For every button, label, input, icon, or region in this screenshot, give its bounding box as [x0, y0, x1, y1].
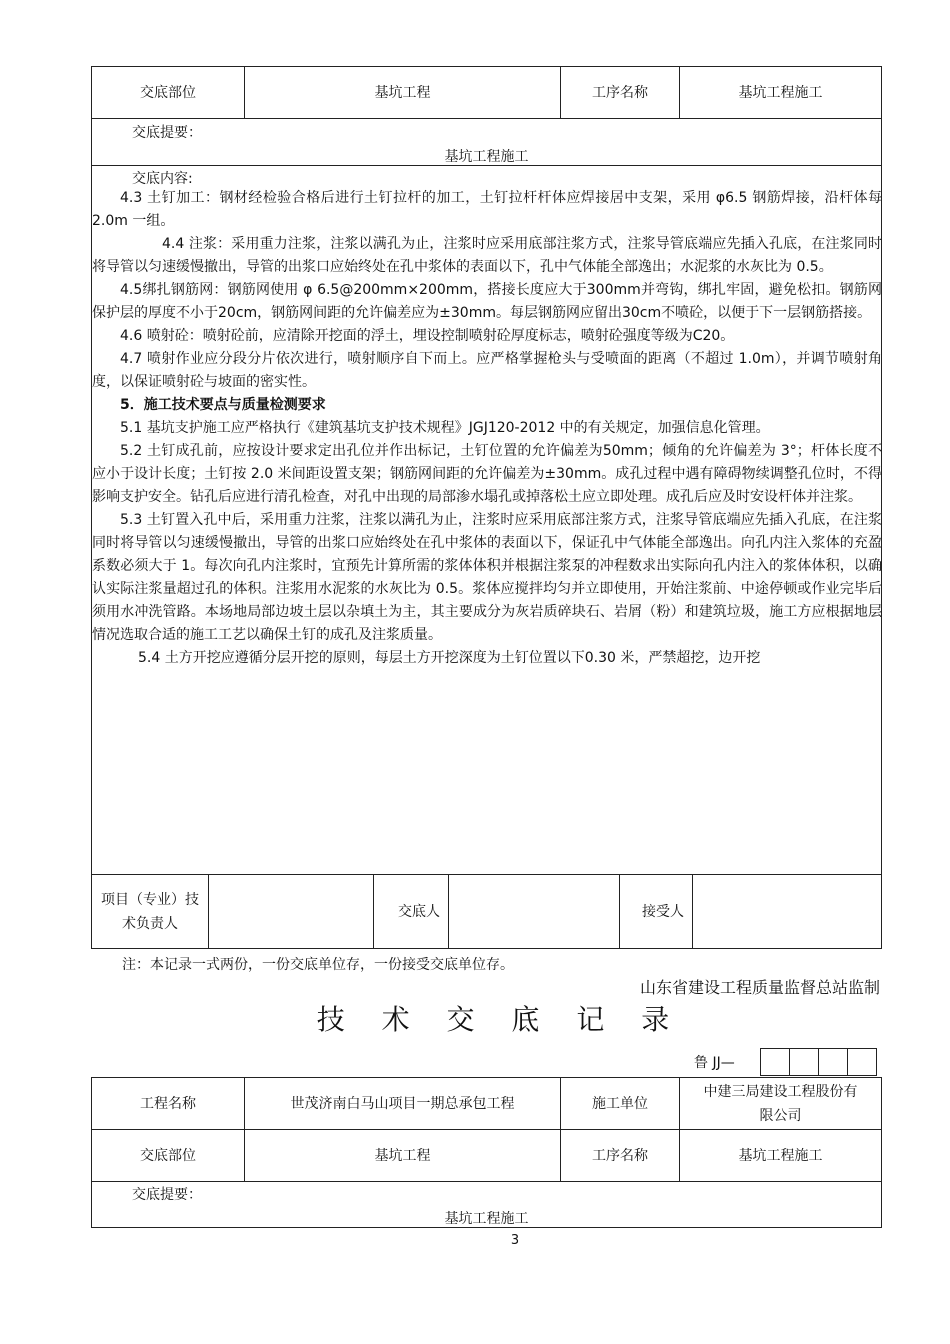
page-number: 3: [510, 1233, 520, 1248]
code-box: [761, 1049, 790, 1076]
content-paragraph: 4.6 喷射砼：喷射砼前，应清除开挖面的浮土，埋设控制喷射砼厚度标志，喷射砼强度等级为C20。: [120, 328, 735, 344]
record-title: 技 术 交 底 记 录: [316, 1003, 684, 1036]
content-paragraph: 5.1 基坑支护施工应严格执行《建筑基坑支护技术规程》JGJ120-2012 中的有关规定，加强信息化管理。: [120, 420, 770, 436]
code-box: [848, 1049, 877, 1076]
unit-label: 施工单位: [561, 1078, 680, 1130]
project-label: 工程名称: [92, 1078, 245, 1130]
content-paragraph: 4.4 注浆：采用重力注浆，注浆以满孔为止，注浆时应采用底部注浆方式，注浆导管底端应先插入孔底，在注浆同时将导管以匀速缓慢撤出，导管的出浆口应始终处在孔中浆体的表面以下，孔中气体能全部逸出；水泥浆的水灰比为 0.5。: [92, 236, 882, 275]
discloser-sign: [449, 875, 620, 949]
process-value: 基坑工程施工: [680, 67, 882, 119]
content-paragraph: 5.4 土方开挖应遵循分层开挖的原则，每层土方开挖深度为土钉位置以下0.30 米，严禁超挖，边开挖: [138, 650, 761, 666]
content-paragraph: 4.3 土钉加工：钢材经检验合格后进行土钉拉杆的加工，土钉拉杆杆体应焊接居中支架，采用 φ6.5 钢筋焊接，沿杆体每 2.0m 一组。: [92, 190, 882, 229]
content-paragraph: 5.3 土钉置入孔中后，采用重力注浆，注浆以满孔为止，注浆时应采用底部注浆方式，注浆导管底端应先插入孔底，在注浆同时将导管以匀速缓慢撤出，导管的出浆口应始终处在孔中浆体的表面以下，保证孔中气体能全部逸出。向孔内注入浆体的充盈系数必须大于 1。每次向孔内注浆时，宜预先计算所需的浆体体积并根据注浆泵的冲程数求出实际向孔内注入的浆体体积，以确认实际注浆量超过孔的体积。注浆用水泥浆的水灰比为 0.5。浆体应搅拌均匀并立即使用，开始注浆前、中途停顿或作业完毕后须用水冲洗管路。本场地局部边坡土层以杂填土为主，其主要成分为灰岩质碎块石、岩屑（粉）和建筑垃圾，施工方应根据地层情况选取合适的施工工艺以确保土钉的成孔及注浆质量。: [92, 512, 882, 643]
supervisor: 山东省建设工程质量监督总站监制: [639, 978, 880, 997]
summary-label: 交底提要：: [132, 125, 202, 141]
bottom-header-table: [91, 1077, 882, 1182]
tech-lead-sign: [209, 875, 374, 949]
process-value: 基坑工程施工: [680, 1130, 882, 1182]
receiver-label: 接受人: [620, 875, 693, 949]
tech-lead-label: 项目（专业）技术负责人: [92, 875, 209, 949]
code-box: [790, 1049, 819, 1076]
summary-value: 基坑工程施工: [444, 1211, 529, 1227]
note: 注：本记录一式两份，一份交底单位存，一份接受交底单位存。: [122, 957, 514, 973]
content-paragraph: 5.2 土钉成孔前，应按设计要求定出孔位并作出标记，土钉位置的允许偏差为50mm；倾角的允许偏差为 3°；杆体长度不应小于设计长度；土钉按 2.0 米间距设置支架；钢筋网间距的允许偏差为±30mm。成孔过程中遇有障碍物续调整孔位时，不得影响支护安全。钻孔后应进行清孔检查，对孔中出现的局部渗水塌孔或掉落松土应立即处理。成孔后应及时安设杆体并注浆。: [92, 443, 882, 505]
process-label: 工序名称: [561, 1130, 680, 1182]
content-body: [92, 187, 882, 670]
signature-table: [91, 874, 882, 949]
code-label: 鲁 JJ—: [694, 1055, 735, 1071]
content-paragraph: 5．施工技术要点与质量检测要求: [120, 397, 326, 413]
part-value: 基坑工程: [245, 67, 561, 119]
process-label: 工序名称: [561, 67, 680, 119]
top-header-table: [91, 66, 882, 119]
code-box: [819, 1049, 848, 1076]
content-label: 交底内容:: [132, 171, 193, 187]
part-label: 交底部位: [92, 67, 245, 119]
unit-value: 中建三局建设工程股份有限公司: [680, 1078, 882, 1130]
part-value: 基坑工程: [245, 1130, 561, 1182]
project-value: 世茂济南白马山项目一期总承包工程: [245, 1078, 561, 1130]
summary-value: 基坑工程施工: [444, 149, 529, 165]
content-paragraph: 4.7 喷射作业应分段分片依次进行，喷射顺序自下而上。应严格掌握枪头与受喷面的距离（不超过 1.0m），并调节喷射角度，以保证喷射砼与坡面的密实性。: [92, 351, 882, 390]
content-paragraph: 4.5绑扎钢筋网：钢筋网使用 φ 6.5@200mm×200mm，搭接长度应大于300mm并弯钩，绑扎牢固，避免松扣。钢筋网保护层的厚度不小于20cm，钢筋网间距的允许偏差应为±30mm。每层钢筋网应留出30cm不喷砼，以便于下一层钢筋搭接。: [92, 282, 882, 321]
code-boxes: [760, 1048, 877, 1076]
part-label: 交底部位: [92, 1130, 245, 1182]
receiver-sign: [693, 875, 882, 949]
summary-label: 交底提要：: [132, 1187, 202, 1203]
discloser-label: 交底人: [374, 875, 449, 949]
